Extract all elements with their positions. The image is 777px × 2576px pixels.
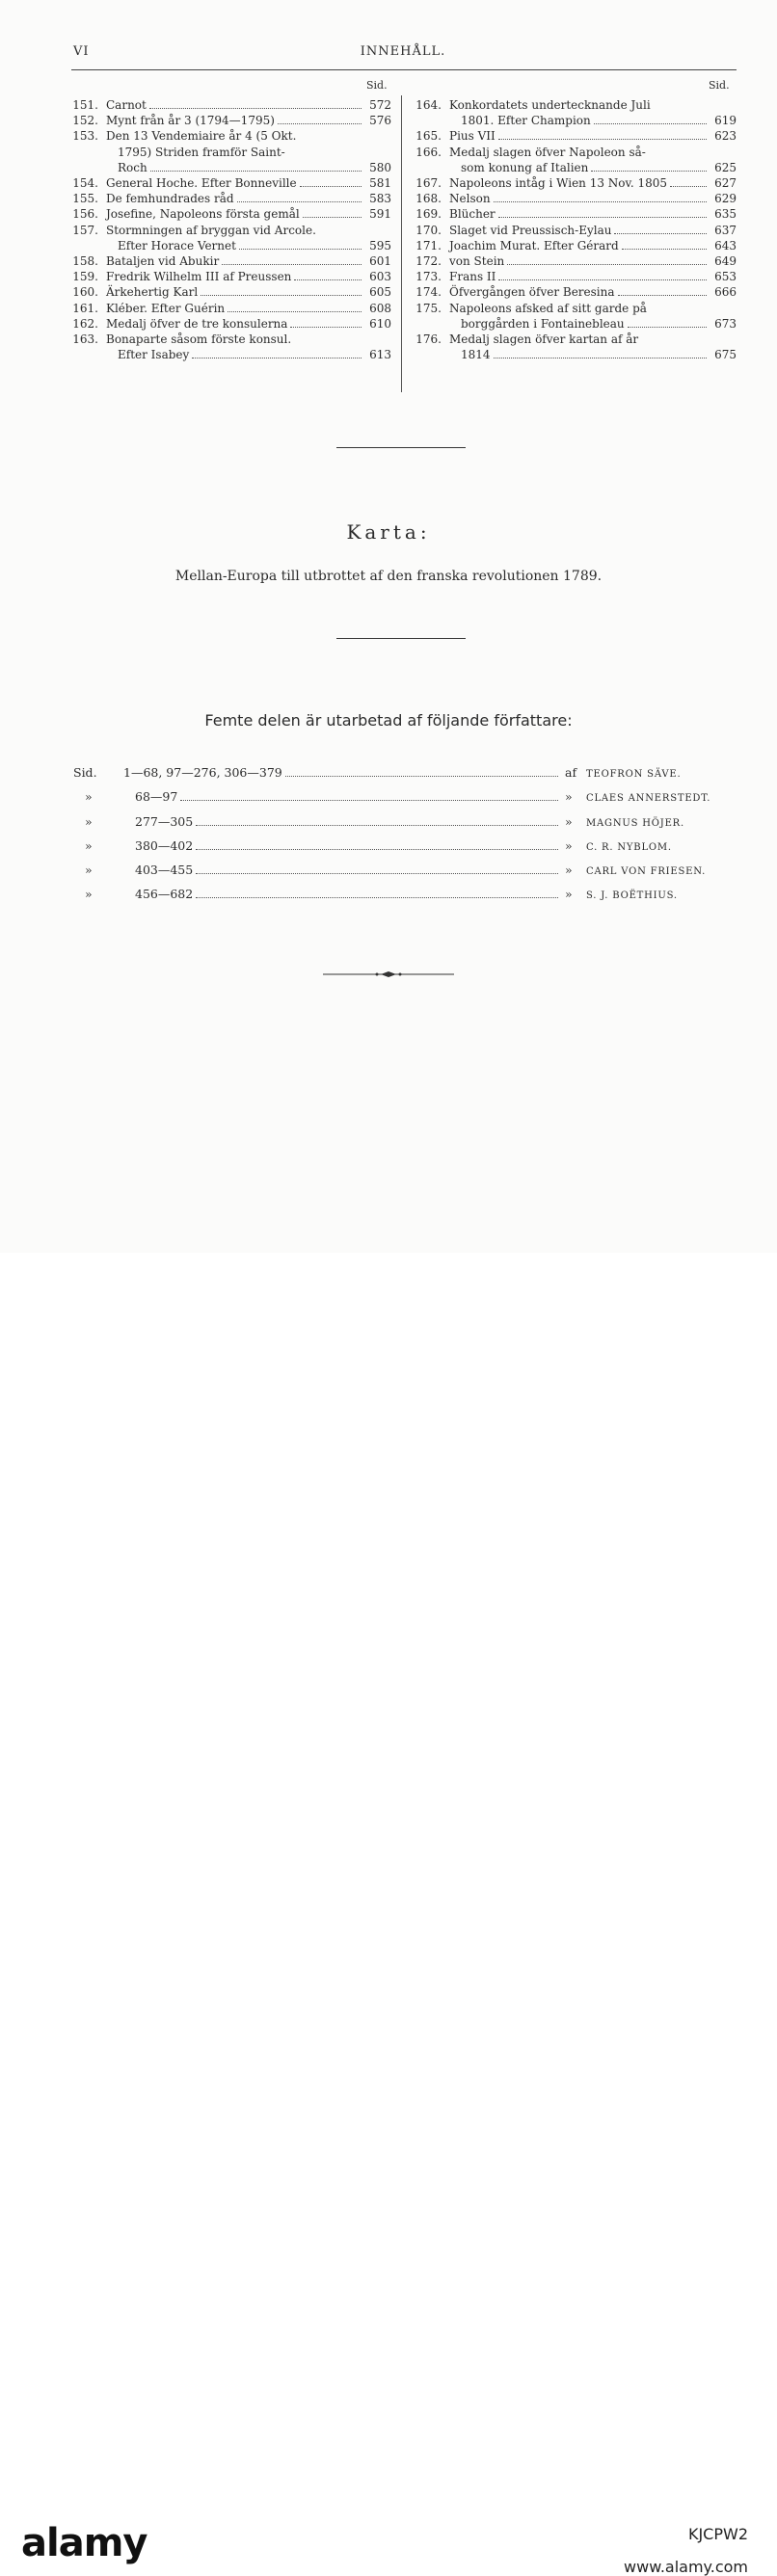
author-row-prefix: » [85, 863, 93, 878]
toc-entry-number: 163. [72, 332, 98, 347]
toc-page-number: 572 [369, 98, 391, 112]
toc-page-number: 623 [714, 129, 737, 144]
toc-entry [67, 269, 391, 284]
toc-entry-title: Medalj öfver de tre konsulerna [106, 316, 288, 331]
toc-page-number: 583 [369, 192, 391, 206]
toc-entry [411, 206, 737, 222]
toc-entry-title: Napoleons afsked af sitt garde på [449, 301, 647, 315]
toc-entry [411, 223, 737, 238]
toc-entry [411, 284, 737, 300]
toc-page-number: 581 [369, 176, 391, 191]
leader-dots [494, 358, 707, 359]
toc-page-number: 666 [714, 285, 737, 300]
toc-page-number: 637 [714, 223, 737, 237]
toc-entry-number: 154. [72, 176, 98, 191]
leader-dots [614, 233, 707, 234]
author-row-connector: » [565, 813, 573, 829]
toc-entry-number: 173. [415, 270, 442, 284]
author-name: C. R. NYBLOM. [586, 841, 672, 853]
toc-page-number: 580 [369, 160, 391, 174]
toc-entry-number: 165. [415, 129, 442, 144]
toc-page-number: 608 [369, 301, 391, 315]
toc-entry-number: 157. [72, 223, 98, 237]
toc-page-number: 675 [714, 348, 737, 362]
leader-dots [196, 825, 558, 826]
page-number: VI [73, 44, 90, 59]
toc-entry-title: Den 13 Vendemiaire år 4 (5 Okt. [106, 129, 297, 144]
toc-entry-title: 1801. Efter Champion [461, 114, 591, 128]
leader-dots [196, 849, 558, 850]
toc-entry-number: 155. [72, 192, 98, 206]
author-name: TEOFRON SÄVE. [586, 769, 682, 780]
leader-dots [196, 873, 558, 874]
toc-entry-title: General Hoche. Efter Bonneville [106, 176, 297, 191]
toc-entry [67, 113, 391, 128]
author-name: CARL VON FRIESEN. [586, 866, 707, 878]
header-rule [71, 69, 737, 70]
toc-entry [411, 301, 737, 332]
section-rule [336, 447, 466, 448]
leader-dots [622, 249, 707, 250]
toc-page-number: 635 [714, 207, 737, 222]
toc-entry [67, 191, 391, 206]
leader-dots [591, 171, 707, 172]
karta-description: Mellan-Europa till utbrottet af den franska revolutionen 1789. [174, 569, 603, 584]
toc-entry-number: 175. [415, 301, 442, 315]
toc-entry-title: Pius VII [449, 129, 496, 144]
toc-entry [411, 128, 737, 144]
toc-page-number: 576 [369, 114, 391, 128]
leader-dots [222, 264, 362, 265]
toc-page-number: 610 [369, 316, 391, 331]
contents-right-column [411, 97, 737, 362]
toc-entry-number: 169. [415, 207, 442, 222]
toc-entry-number: 170. [415, 223, 442, 237]
toc-entry [67, 316, 391, 332]
toc-entry-title: Medalj slagen öfver Napoleon så- [449, 145, 646, 159]
toc-entry [411, 269, 737, 284]
author-row-prefix: » [85, 887, 93, 902]
toc-entry-number: 176. [415, 332, 442, 347]
toc-entry-title: 1795) Striden framför Saint- [118, 145, 285, 159]
toc-page-number: 627 [714, 176, 737, 191]
author-row [73, 785, 737, 810]
toc-entry [411, 238, 737, 253]
leader-dots [670, 186, 707, 187]
toc-entry [67, 206, 391, 222]
author-row-prefix: » [85, 813, 93, 829]
toc-entry-title: Blücher [449, 207, 496, 222]
toc-page-number: 649 [714, 254, 737, 269]
toc-entry-title: Mynt från år 3 (1794—1795) [106, 114, 275, 128]
toc-entry-title: von Stein [449, 254, 505, 269]
alamy-logo: alamy [21, 2521, 147, 2565]
toc-page-number: 625 [714, 160, 737, 174]
toc-entry-title: De femhundrades råd [106, 192, 234, 206]
toc-entry-number: 151. [72, 98, 98, 112]
toc-entry-title: Konkordatets undertecknande Juli [449, 98, 651, 112]
toc-entry-title: Fredrik Wilhelm III af Preussen [106, 270, 292, 284]
author-name: S. J. BOËTHIUS. [586, 890, 678, 902]
toc-entry [411, 97, 737, 128]
leader-dots [192, 358, 362, 359]
leader-dots [498, 279, 707, 280]
leader-dots [594, 123, 707, 124]
leader-dots [290, 327, 362, 328]
leader-dots [278, 123, 362, 124]
toc-entry-number: 174. [415, 285, 442, 300]
leader-dots [303, 217, 362, 218]
toc-entry-title: Joachim Murat. Efter Gérard [449, 238, 619, 252]
toc-entry-number: 162. [72, 316, 98, 331]
toc-entry-number: 152. [72, 114, 98, 128]
toc-entry [67, 128, 391, 175]
toc-entry-title: Bonaparte såsom förste konsul. [106, 332, 292, 347]
author-row-connector: » [565, 837, 573, 853]
book-page [0, 0, 777, 1253]
toc-entry [411, 332, 737, 362]
leader-dots [285, 776, 558, 777]
column-divider [401, 95, 402, 392]
leader-dots [498, 139, 707, 140]
leader-dots [196, 897, 558, 898]
toc-entry-number: 166. [415, 145, 442, 159]
toc-entry-number: 161. [72, 301, 98, 315]
toc-page-number: 591 [369, 207, 391, 222]
toc-entry-title: Frans II [449, 270, 496, 284]
toc-entry [67, 175, 391, 191]
author-row-connector: » [565, 863, 573, 878]
toc-entry-title: Ärkehertig Karl [106, 285, 199, 300]
toc-page-number: 643 [714, 238, 737, 252]
author-page-range: 456—682 [135, 887, 194, 902]
toc-entry-title: Efter Horace Vernet [118, 238, 236, 252]
author-row-connector: » [565, 789, 573, 805]
author-page-range: 68—97 [135, 789, 178, 805]
author-row-prefix: » [85, 789, 93, 805]
toc-entry-title: Slaget vid Preussisch-Eylau [449, 223, 612, 237]
toc-entry [411, 253, 737, 269]
author-page-range: 277—305 [135, 813, 194, 829]
toc-entry [67, 301, 391, 316]
leader-dots [507, 264, 707, 265]
leader-dots [237, 201, 362, 202]
toc-entry-title: Stormningen af bryggan vid Arcole. [106, 223, 316, 237]
author-row-connector: af [565, 765, 577, 780]
toc-entry-title: Kléber. Efter Guérin [106, 301, 226, 315]
toc-entry-number: 160. [72, 285, 98, 300]
leader-dots [150, 171, 362, 172]
toc-page-number: 653 [714, 270, 737, 284]
toc-page-number: 673 [714, 316, 737, 331]
toc-page-number: 619 [714, 114, 737, 128]
leader-dots [498, 217, 707, 218]
leader-dots [628, 327, 707, 328]
leader-dots [300, 186, 362, 187]
toc-page-number: 603 [369, 270, 391, 284]
leader-dots [201, 295, 362, 296]
toc-entry [67, 332, 391, 362]
toc-entry-number: 158. [72, 254, 98, 269]
toc-entry-title: Nelson [449, 192, 491, 206]
toc-entry-number: 153. [72, 129, 98, 144]
toc-entry-number: 172. [415, 254, 442, 269]
author-row [73, 810, 737, 835]
toc-entry-number: 164. [415, 98, 442, 112]
toc-entry-title: Efter Isabey [118, 348, 190, 362]
author-page-range: 403—455 [135, 863, 194, 878]
author-row-prefix: Sid. [73, 765, 97, 780]
author-row [73, 883, 737, 907]
running-title: INNEHÅLL. [360, 44, 446, 59]
toc-entry-title: Medalj slagen öfver kartan af år [449, 332, 639, 347]
toc-entry [411, 145, 737, 175]
leader-dots [494, 201, 707, 202]
toc-entry-title: Roch [118, 160, 147, 174]
toc-entry-title: Napoleons intåg i Wien 13 Nov. 1805 [449, 176, 668, 191]
author-row [73, 835, 737, 859]
end-ornament-icon [323, 969, 454, 979]
toc-page-number: 629 [714, 192, 737, 206]
toc-entry [411, 175, 737, 191]
toc-entry-title: borggården i Fontainebleau [461, 316, 625, 331]
author-page-range: 380—402 [135, 837, 194, 853]
toc-entry-title: 1814 [461, 348, 491, 362]
author-row [73, 859, 737, 883]
leader-dots [239, 249, 362, 250]
karta-heading: Karta: [346, 520, 431, 544]
leader-dots [618, 295, 707, 296]
toc-entry-title: Carnot [106, 98, 147, 112]
toc-entry [67, 253, 391, 269]
contents-left-column [67, 97, 391, 362]
toc-entry-title: Öfvergången öfver Beresina [449, 285, 615, 300]
leader-dots [294, 279, 362, 280]
authors-list [73, 761, 737, 908]
toc-entry-title: Josefine, Napoleons första gemål [106, 207, 300, 222]
toc-entry-number: 167. [415, 176, 442, 191]
toc-page-number: 595 [369, 238, 391, 252]
leader-dots [180, 800, 558, 801]
toc-entry-title: som konung af Italien [461, 160, 589, 174]
sid-label-right: Sid. [709, 79, 730, 92]
toc-entry [67, 284, 391, 300]
toc-entry [67, 223, 391, 253]
authors-heading: Femte delen är utarbetad af följande författare: [204, 711, 573, 730]
author-name: MAGNUS HÖJER. [586, 817, 684, 829]
toc-entry-title: Bataljen vid Abukir [106, 254, 220, 269]
toc-entry-number: 156. [72, 207, 98, 222]
section-rule [336, 638, 466, 639]
watermark-bar [0, 1253, 777, 2576]
author-row-prefix: » [85, 837, 93, 853]
toc-entry-number: 171. [415, 238, 442, 252]
leader-dots [149, 108, 362, 109]
author-row [73, 761, 737, 785]
sid-label-left: Sid. [366, 79, 388, 92]
toc-page-number: 601 [369, 254, 391, 269]
author-page-range: 1—68, 97—276, 306—379 [123, 765, 282, 780]
stock-image-id: KJCPW2 [687, 2525, 748, 2543]
stock-url: www.alamy.com [624, 2558, 748, 2576]
leader-dots [228, 311, 362, 312]
toc-entry [411, 191, 737, 206]
author-name: CLAES ANNERSTEDT. [586, 793, 711, 805]
toc-entry-number: 168. [415, 192, 442, 206]
toc-entry-number: 159. [72, 270, 98, 284]
author-row-connector: » [565, 887, 573, 902]
toc-entry [67, 97, 391, 113]
toc-page-number: 613 [369, 348, 391, 362]
toc-page-number: 605 [369, 285, 391, 300]
